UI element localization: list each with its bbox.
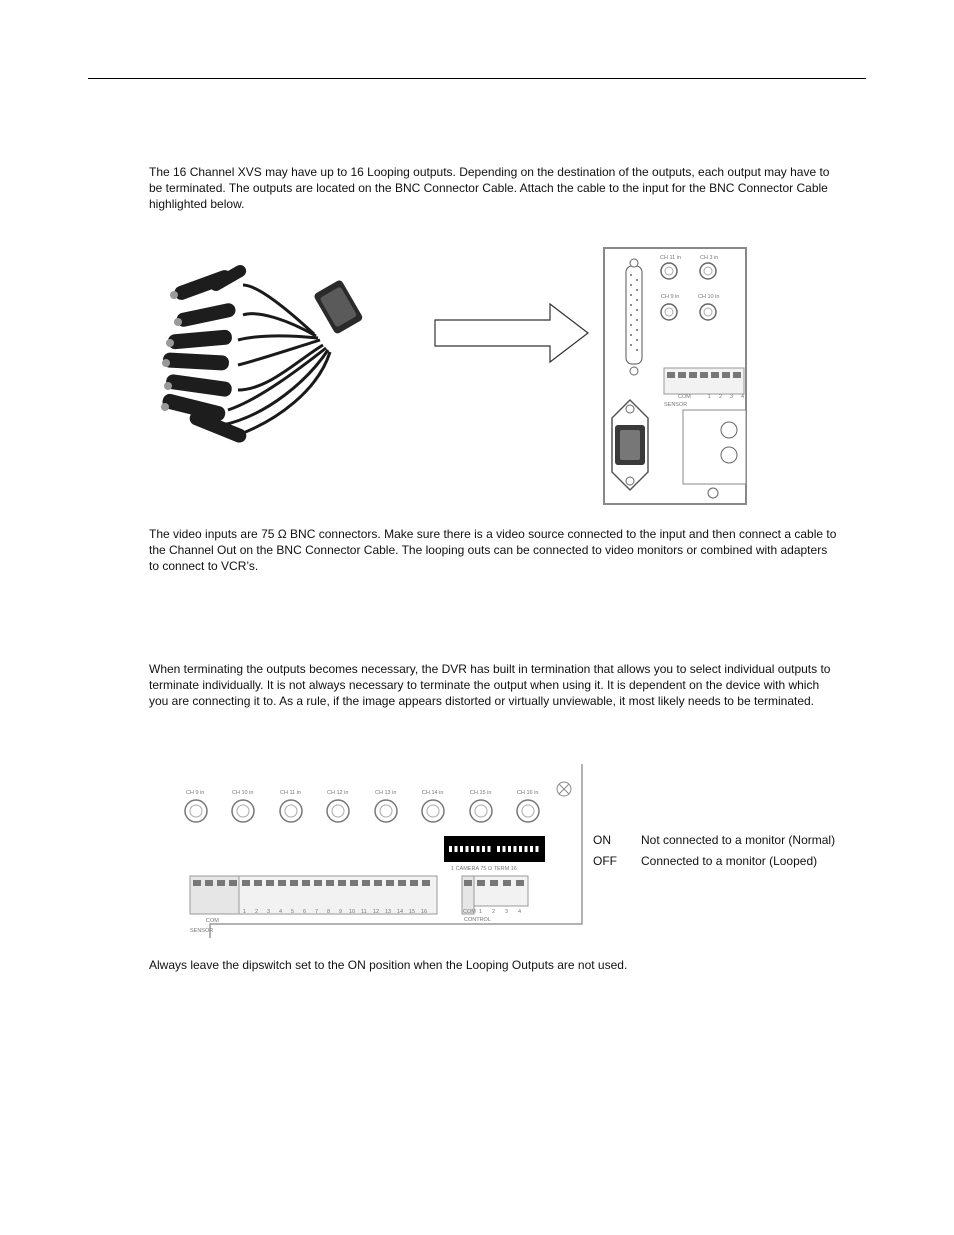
channel-label: CH 10 in xyxy=(698,294,720,300)
sensor-number: 15 xyxy=(409,909,416,915)
legend-value: Not connected to a monitor (Normal) xyxy=(641,833,836,847)
channel-label: CH 3 in xyxy=(700,255,719,261)
dipswitch-legend xyxy=(593,830,835,872)
legend-row xyxy=(593,851,835,872)
sensor-number: 10 xyxy=(349,909,356,915)
video-inputs-paragraph: The video inputs are 75 Ω BNC connectors. Make sure there is a video source connected to the input and then connect a cable to the Channel Out on the BNC Connector Cable. The looping outs can be connected to video monitors or combined with adapters to connect to VCR’s. xyxy=(149,527,837,574)
sensor-number: 3 xyxy=(730,394,734,400)
sensor-number: 4 xyxy=(741,394,745,400)
control-label: CONTROL xyxy=(464,917,491,923)
control-number: 4 xyxy=(518,909,522,915)
legend-key: ON xyxy=(593,833,611,847)
control-number: 3 xyxy=(505,909,509,915)
channel-label: CH 14 in xyxy=(422,790,444,796)
bnc-cable-figure xyxy=(148,240,748,510)
dipswitch-caption: 1 CAMERA 75 Ω TERM 16 xyxy=(451,866,517,872)
sensor-number: 11 xyxy=(361,909,367,915)
sensor-number: 9 xyxy=(339,909,343,915)
rear-panel-closeup xyxy=(604,248,746,504)
channel-label: CH 16 in xyxy=(517,790,539,796)
power-inlet xyxy=(612,400,648,490)
sensor-number: 16 xyxy=(421,909,428,915)
com-label: COM xyxy=(206,918,219,924)
channel-label: CH 9 in xyxy=(661,294,680,300)
header-rule xyxy=(88,78,866,79)
sensor-number: 6 xyxy=(303,909,307,915)
legend-row xyxy=(593,830,835,851)
sensor-number: 7 xyxy=(315,909,319,915)
control-number: 2 xyxy=(492,909,496,915)
intro-paragraph: The 16 Channel XVS may have up to 16 Looping outputs. Depending on the destination of the outputs, each output may have to be terminated. The outputs are located on the BNC Connector Cable. Attach the cable to the input for the BNC Connector Cable highlighted below. xyxy=(149,165,830,212)
sensor-number: 13 xyxy=(385,909,392,915)
sensor-number: 4 xyxy=(279,909,283,915)
sensor-number: 14 xyxy=(397,909,404,915)
channel-label: CH 11 in xyxy=(280,790,301,796)
sensor-label: SENSOR xyxy=(664,402,688,408)
termination-dipswitch[interactable] xyxy=(444,836,545,862)
bnc-cable-photo xyxy=(148,260,418,445)
channel-label: CH 11 in xyxy=(660,255,681,261)
channel-label: CH 15 in xyxy=(470,790,492,796)
control-number: 1 xyxy=(479,909,483,915)
sensor-number: 2 xyxy=(255,909,259,915)
sensor-number: 2 xyxy=(719,394,723,400)
termination-panel-figure xyxy=(180,762,590,940)
sensor-number: 3 xyxy=(267,909,271,915)
legend-key: OFF xyxy=(593,854,617,868)
channel-label: CH 10 in xyxy=(232,790,254,796)
sensor-number: 8 xyxy=(327,909,331,915)
dipswitch-note-paragraph: Always leave the dipswitch set to the ON position when the Looping Outputs are not used. xyxy=(149,958,628,972)
termination-paragraph: When terminating the outputs becomes necessary, the DVR has built in termination that allows you to select individual outputs to terminate individually. It is not always necessary to terminate the output when using it. It is dependent on the device with which you are connecting it to. As a rule, if the image appears distorted or virtually unviewable, it most likely needs to be terminated. xyxy=(149,662,831,709)
com-label: COM xyxy=(463,909,476,915)
arrow-icon xyxy=(435,304,588,362)
channel-label: CH 13 in xyxy=(375,790,397,796)
sensor-number: 1 xyxy=(708,394,712,400)
channel-label: CH 12 in xyxy=(327,790,349,796)
sensor-number: 12 xyxy=(373,909,380,915)
com-label: COM xyxy=(678,394,691,400)
channel-label: CH 9 in xyxy=(186,790,205,796)
sensor-number: 5 xyxy=(291,909,295,915)
sensor-label: SENSOR xyxy=(190,928,214,934)
sensor-number: 1 xyxy=(243,909,247,915)
legend-value: Connected to a monitor (Looped) xyxy=(641,854,818,868)
